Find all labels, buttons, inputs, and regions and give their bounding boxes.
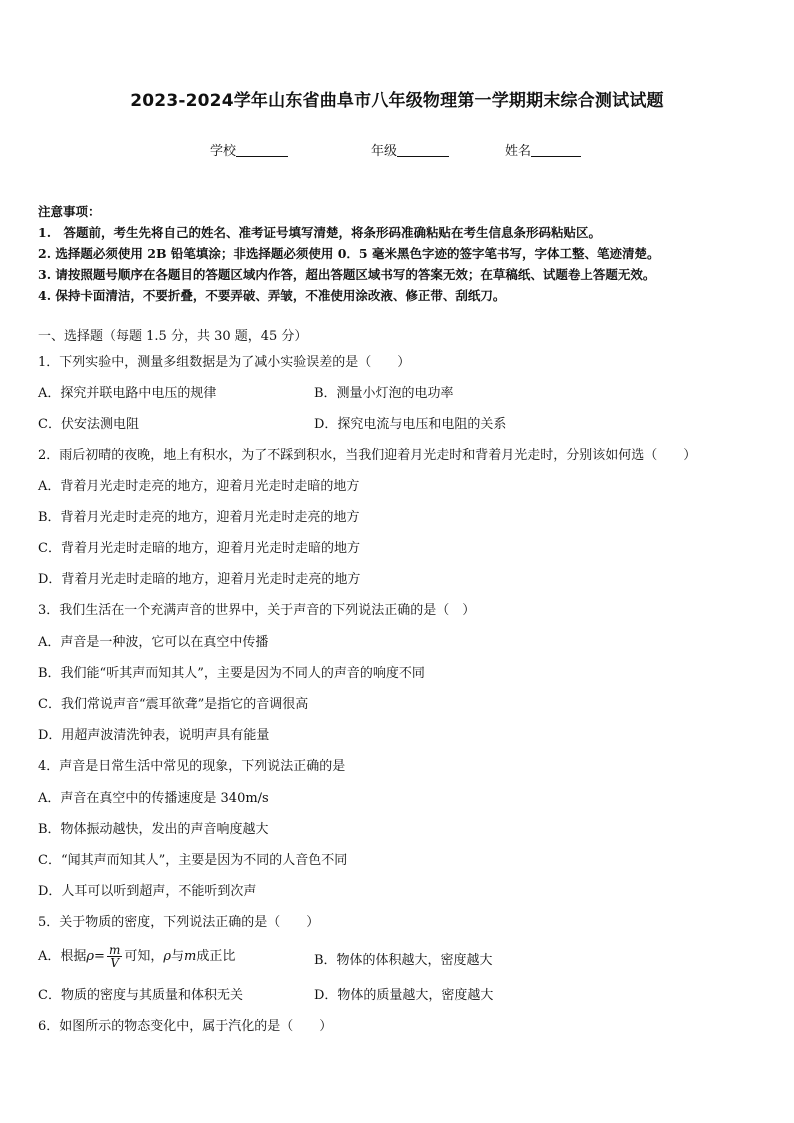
question-1-stem: 1．下列实验中，测量多组数据是为了减小实验误差的是（ ） xyxy=(38,355,411,370)
question-2-option-c: C．背着月光走时走暗的地方，迎着月光走时走暗的地方 xyxy=(38,541,360,556)
question-6-stem: 6．如图所示的物态变化中，属于汽化的是（ ） xyxy=(38,1019,333,1034)
name-label: 姓名 xyxy=(505,144,532,159)
fraction-numerator: m xyxy=(108,943,121,957)
grade-blank xyxy=(397,143,449,157)
notice-item: 3. 请按照题号顺序在各题目的答题区域内作答，超出答题区域书写的答案无效；在草稿纸、试题卷上答题无效。 xyxy=(38,267,656,282)
question-5-option-a xyxy=(38,944,235,969)
option-a-prefix: A．根据 xyxy=(38,949,87,964)
question-1-option-a: A．探究并联电路中电压的规律 xyxy=(38,386,217,401)
grade-label: 年级 xyxy=(371,144,398,159)
question-3-stem: 3．我们生活在一个充满声音的世界中，关于声音的下列说法正确的是（ ） xyxy=(38,603,476,618)
question-2-option-b: B．背着月光走时走亮的地方，迎着月光走时走亮的地方 xyxy=(38,510,360,525)
notice-item: 2. 选择题必须使用 2B 铅笔填涂；非选择题必须使用 0．5 毫米黑色字迹的签字笔书写，字体工整、笔迹清楚。 xyxy=(38,246,660,261)
question-5-option-b: B．物体的体积越大，密度越大 xyxy=(314,953,493,968)
question-1-option-b: B．测量小灯泡的电功率 xyxy=(314,386,454,401)
question-2-option-a: A．背着月光走时走亮的地方，迎着月光走时走暗的地方 xyxy=(38,479,360,494)
density-symbol: ρ xyxy=(163,949,172,964)
question-3-option-a: A．声音是一种波，它可以在真空中传播 xyxy=(38,635,269,650)
name-blank xyxy=(531,143,581,157)
grade-field xyxy=(371,140,449,159)
fraction-denominator: V xyxy=(110,956,119,970)
name-field xyxy=(505,140,581,159)
notice-heading: 注意事项： xyxy=(38,204,101,219)
question-2-option-d: D．背着月光走时走暗的地方，迎着月光走时走亮的地方 xyxy=(38,572,361,587)
mass-symbol: m xyxy=(184,949,197,964)
question-2-stem: 2．雨后初晴的夜晚，地上有积水，为了不踩到积水，当我们迎着月光走时和背着月光走时，分别该如何选（ ） xyxy=(38,448,697,463)
question-3-option-d: D．用超声波清洗钟表，说明声具有能量 xyxy=(38,728,270,743)
option-a-text: 成正比 xyxy=(196,949,236,964)
question-4-option-a: A．声音在真空中的传播速度是 340m/s xyxy=(38,791,269,806)
school-label: 学校 xyxy=(210,144,237,159)
question-1-option-d: D．探究电流与电压和电阻的关系 xyxy=(314,417,507,432)
question-5-option-c: C．物质的密度与其质量和体积无关 xyxy=(38,988,243,1003)
school-field xyxy=(210,140,288,159)
student-info-row xyxy=(0,140,794,160)
school-blank xyxy=(236,143,288,157)
notice-item: 1. 答题前，考生先将自己的姓名、准考证号填写清楚，将条形码准确粘贴在考生信息条形码粘贴区。 xyxy=(38,225,602,240)
section-heading: 一、选择题（每题 1.5 分，共 30 题，45 分） xyxy=(38,329,308,344)
option-a-text: 与 xyxy=(171,949,185,964)
question-4-option-d: D．人耳可以听到超声，不能听到次声 xyxy=(38,884,257,899)
question-1-option-c: C．伏安法测电阻 xyxy=(38,417,139,432)
equals-sign: = xyxy=(94,949,105,964)
option-a-text: 可知， xyxy=(124,949,164,964)
notice-item: 4. 保持卡面清洁，不要折叠，不要弄破、弄皱，不准使用涂改液、修正带、刮纸刀。 xyxy=(38,288,506,303)
question-3-option-c: C．我们常说声音“震耳欲聋”是指它的音调很高 xyxy=(38,697,309,712)
question-5-stem: 5．关于物质的密度，下列说法正确的是（ ） xyxy=(38,915,320,930)
page-title: 2023-2024学年山东省曲阜市八年级物理第一学期期末综合测试试题 xyxy=(130,91,664,111)
question-3-option-b: B．我们能“听其声而知其人”，主要是因为不同人的声音的响度不同 xyxy=(38,666,425,681)
question-4-option-b: B．物体振动越快，发出的声音响度越大 xyxy=(38,822,269,837)
question-4-option-c: C．“闻其声而知其人”，主要是因为不同的人音色不同 xyxy=(38,853,348,868)
density-fraction xyxy=(107,944,122,969)
question-4-stem: 4．声音是日常生活中常见的现象，下列说法正确的是 xyxy=(38,759,346,774)
density-symbol: ρ xyxy=(86,949,95,964)
question-5-option-d: D．物体的质量越大，密度越大 xyxy=(314,988,494,1003)
